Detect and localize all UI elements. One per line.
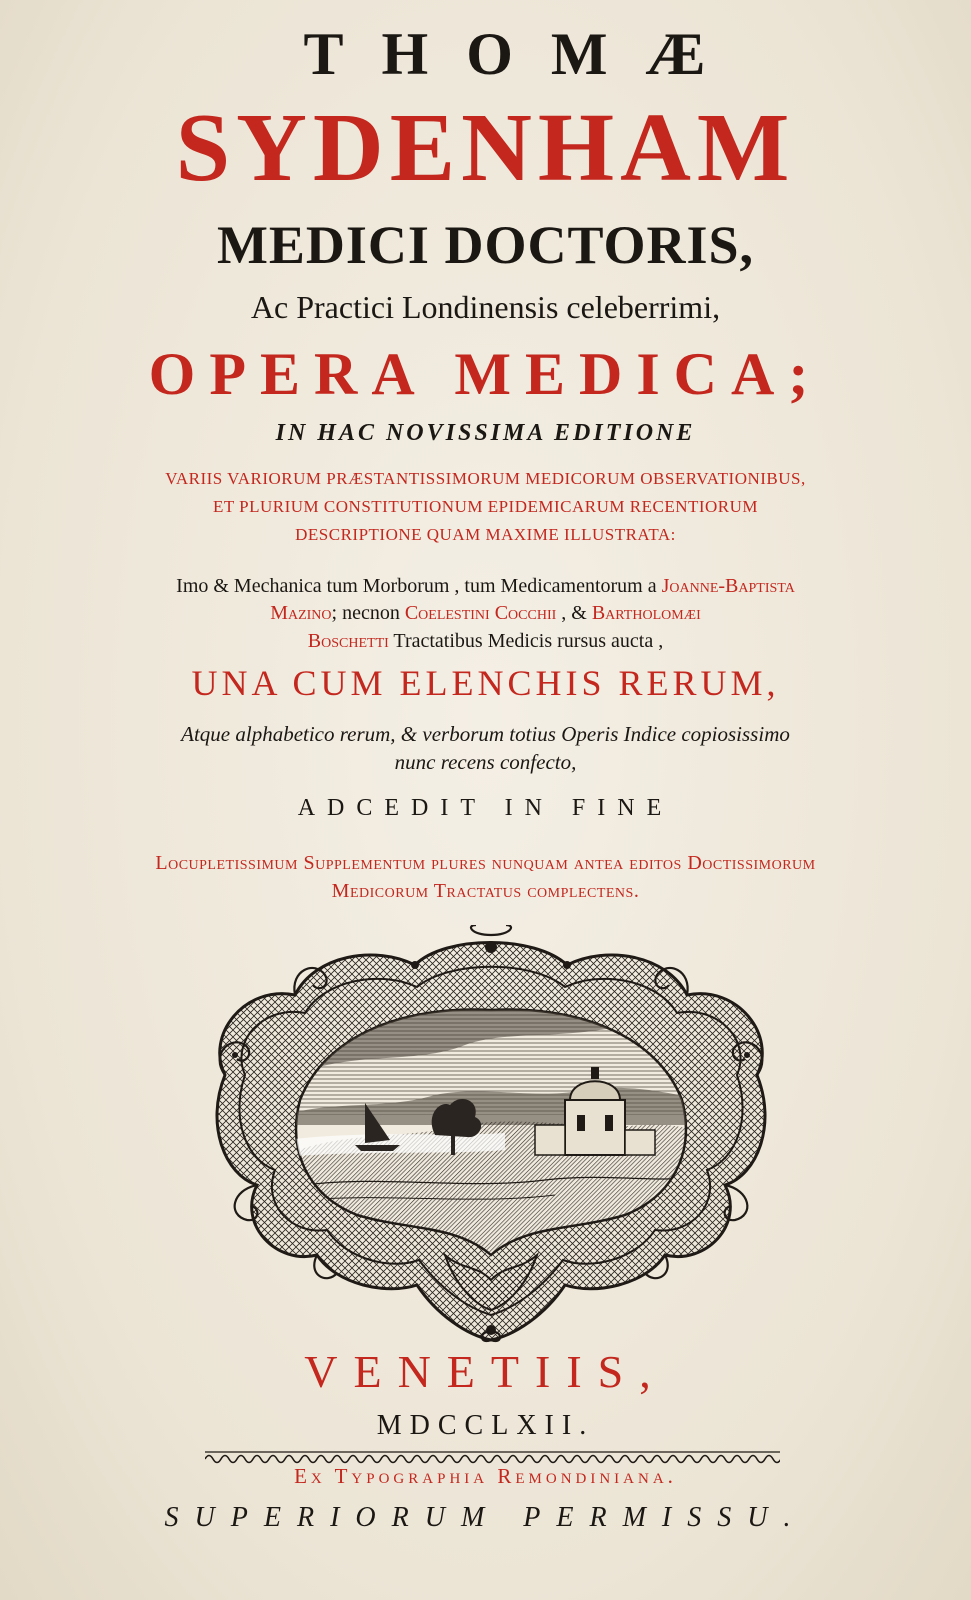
author-name: SYDENHAM [175,94,796,202]
additions-line-2 [0,602,971,625]
accedit-line: ADCEDIT IN FINE [297,795,674,821]
name-joanne-baptista: Joanne-Baptista [661,575,795,597]
additions-line-3 [0,630,971,653]
imprint-printer: Ex Typographia Remondiniana. [294,1464,677,1488]
additions-text: Imo & Mechanica tum Morborum , tum Medicamentorum a [176,575,662,597]
author-practice: Ac Practici Londinensis celeberrimi, [250,289,721,325]
description-line-3: DESCRIPTIONE QUAM MAXIME ILLUSTRATA: [295,525,676,544]
name-mazino: Mazino [270,602,332,624]
elenchis-line: UNA CUM ELENCHIS RERUM, [191,663,780,703]
additions-text: Tractatibus Medicis rursus aucta , [388,630,664,652]
index-line-2: nunc recens confecto, [394,750,577,774]
description-line-2: ET PLURIUM CONSTITUTIONUM EPIDEMICARUM RECENTIORUM [212,497,759,516]
author-degree: MEDICI DOCTORIS, [216,215,755,275]
index-line-1: Atque alphabetico rerum, & verborum totius Operis Indice copiosissimo [181,722,790,746]
name-boschetti: Boschetti [307,630,389,652]
ornament-rule [205,1450,780,1464]
edition-line: IN HAC NOVISSIMA EDITIONE [275,420,696,446]
imprint-year: MDCCLXII. [376,1410,595,1441]
supplement-line-2: Medicorum Tractatus complectens. [331,880,640,902]
additions-text: , & [556,602,592,624]
engraved-vignette [205,925,777,1345]
additions-text: ; necnon [331,602,405,624]
imprint-permission: SUPERIORUM PERMISSU. [164,1502,807,1533]
imprint-place: VENETIIS, [304,1346,667,1397]
additions-line-1 [0,575,971,598]
author-praenomen: THOMÆ [303,21,744,87]
work-title: OPERA MEDICA; [148,341,823,407]
name-cocchii: Coelestini Cocchii [404,602,557,624]
description-line-1: VARIIS VARIORUM PRÆSTANTISSIMORUM MEDICORUM OBSERVATIONIBUS, [165,469,806,488]
supplement-line-1: Locupletissimum Supplementum plures nunquam antea editos Doctissimorum [155,852,816,874]
name-bartholomaei: Bartholomæi [591,602,701,624]
